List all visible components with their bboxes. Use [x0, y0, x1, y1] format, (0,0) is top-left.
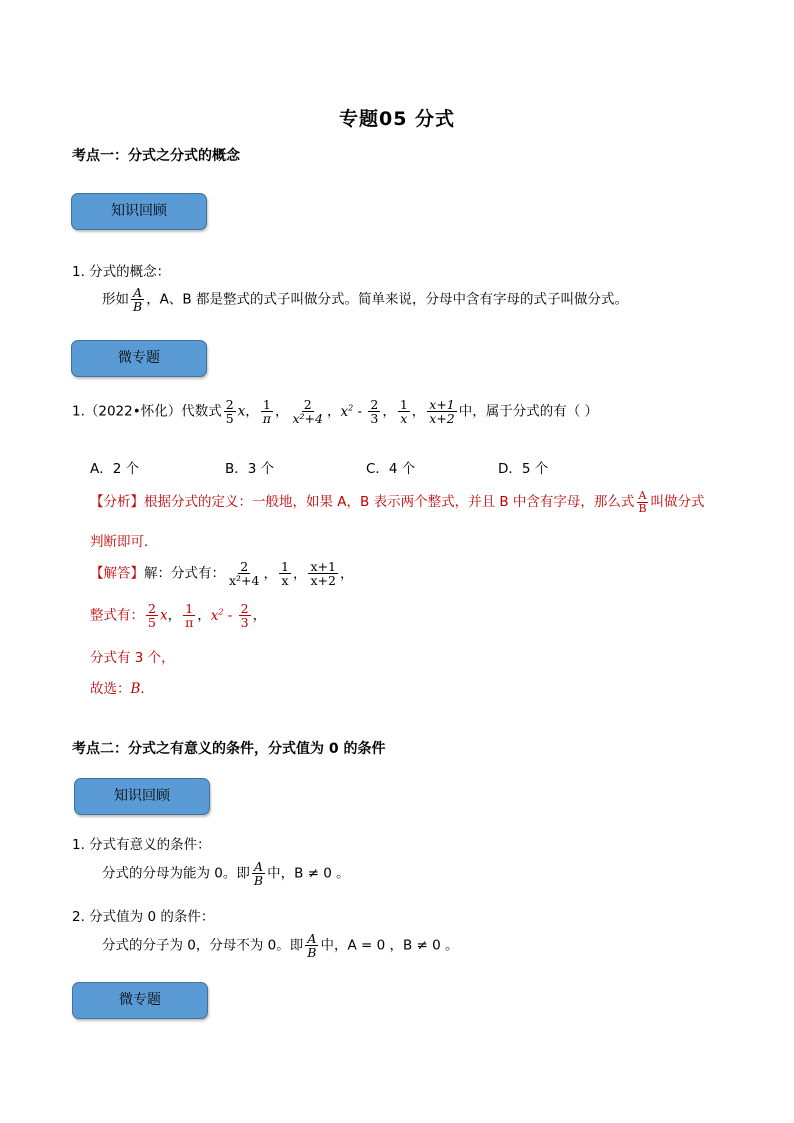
analysis-pre: 【分析】根据分式的定义：一般地，如果 A，B 表示两个整式，并且 B 中含有字母，那么式 — [90, 494, 635, 511]
option-d: D．5 个 — [498, 461, 549, 477]
cond2-text: 分式的分子为 0，分母不为 0。即 $\frac{A}{B}$ 中，A = 0 ，B ≠ 0 。 — [102, 931, 459, 961]
page-title: 专题05 分式 — [338, 108, 456, 130]
section2-heading: 考点二：分式之有意义的条件，分式值为 0 的条件 — [72, 741, 386, 757]
int-x-squared: $x^2$ — [210, 607, 224, 624]
solution-label: 【解答】 — [90, 565, 144, 582]
solution-text: 解：分式有： — [144, 565, 225, 582]
concept-pre: 形如 — [102, 291, 129, 308]
analysis-line-1 — [90, 490, 705, 514]
q-fraction-xplus1-xplus2: $\frac{x+1}{x+2}$ — [429, 397, 455, 427]
q-fraction-1-x: $\frac{1}{x}$ — [399, 397, 408, 427]
sol-fraction-xplus1-xplus2: $\frac{x+1}{x+2}$ — [310, 559, 336, 589]
cond1-title: 1. 分式有意义的条件： — [72, 837, 211, 853]
solution-line: 【解答】解：分式有： $\frac{2}{\text{x²+4}}$ ， $\frac{1}{x}$ ， $\frac{x+1}{x+2}$ ， — [90, 559, 354, 589]
concept-definition — [102, 286, 628, 313]
concept-title: 1. 分式的概念： — [72, 264, 171, 280]
fraction-a-over-b: $\frac{A}{B}$ — [133, 285, 143, 315]
cond2-fraction: $\frac{A}{B}$ — [307, 931, 317, 961]
concept-post: ，A、B 都是整式的式子叫做分式。简单来说，分母中含有字母的式子叫做分式。 — [146, 291, 628, 308]
q-fraction-2-3: $\frac{2}{3}$ — [370, 397, 379, 427]
integer-line: 整式有： $\frac{2}{5}$ x， $\frac{1}{\pi}$ ，$x^2$ - $\frac{2}{3}$ ， — [90, 601, 267, 631]
analysis-post: 叫做分式 — [650, 494, 705, 511]
analysis-fraction: $\frac{A}{B}$ — [638, 489, 647, 515]
int-fraction-1-pi: $\frac{1}{\pi}$ — [185, 601, 194, 631]
cond1-fraction: $\frac{A}{B}$ — [253, 859, 264, 889]
q-fraction-2-5: $\frac{2}{5}$ — [225, 397, 234, 427]
knowledge-review-pill: 知识回顾 — [71, 193, 207, 230]
question-post: 中，属于分式的有（ ） — [458, 403, 599, 420]
question-1: 1.（2022•怀化）代数式 $\frac{2}{5}$ x， $\frac{1}{\pi}$ ， $\frac{2}{\text{x²+4}}$ ，$x^2$ - $\frac{2}{3}$ ， $\frac{1}{x}$ ， $\frac{x+1}{x+2}$ 中，属于分式的有（ ） — [72, 397, 599, 427]
cond1-text: 分式的分母为能为 0。即 $\frac{A}{B}$ 中，B ≠ 0 。 — [102, 859, 350, 889]
section1-heading: 考点一：分式之分式的概念 — [72, 148, 240, 164]
micro-topic-pill: 微专题 — [71, 340, 207, 377]
option-b: B．3 个 — [225, 461, 275, 477]
int-fraction-2-5: $\frac{2}{5}$ — [148, 601, 156, 631]
int-fraction-2-3: $\frac{2}{3}$ — [240, 601, 249, 631]
q-fraction-2-x2plus4: $\frac{2}{\text{x²+4}}$ — [292, 397, 323, 427]
sol-fraction-2-x2plus4: $\frac{2}{\text{x²+4}}$ — [229, 559, 260, 589]
integer-label: 整式有： — [90, 607, 144, 624]
answer-letter: B — [130, 681, 141, 697]
q-x-squared: $x^2$ — [340, 403, 354, 420]
count-text: 分式有 3 个， — [90, 650, 175, 666]
sol-fraction-1-x: $\frac{1}{x}$ — [281, 559, 289, 589]
q-fraction-1-pi: $\frac{1}{\pi}$ — [262, 397, 271, 427]
q-var-x: x — [237, 403, 246, 420]
option-c: C．4 个 — [366, 461, 416, 477]
cond2-title: 2. 分式值为 0 的条件： — [72, 909, 215, 925]
answer-line: 故选：B． — [90, 681, 154, 697]
micro-topic-pill-2: 微专题 — [72, 982, 208, 1019]
analysis-line-2: 判断即可． — [90, 534, 158, 550]
knowledge-review-pill-2: 知识回顾 — [74, 778, 210, 815]
question-pre: 1.（2022•怀化）代数式 — [72, 403, 222, 420]
option-a: A．2 个 — [90, 461, 140, 477]
